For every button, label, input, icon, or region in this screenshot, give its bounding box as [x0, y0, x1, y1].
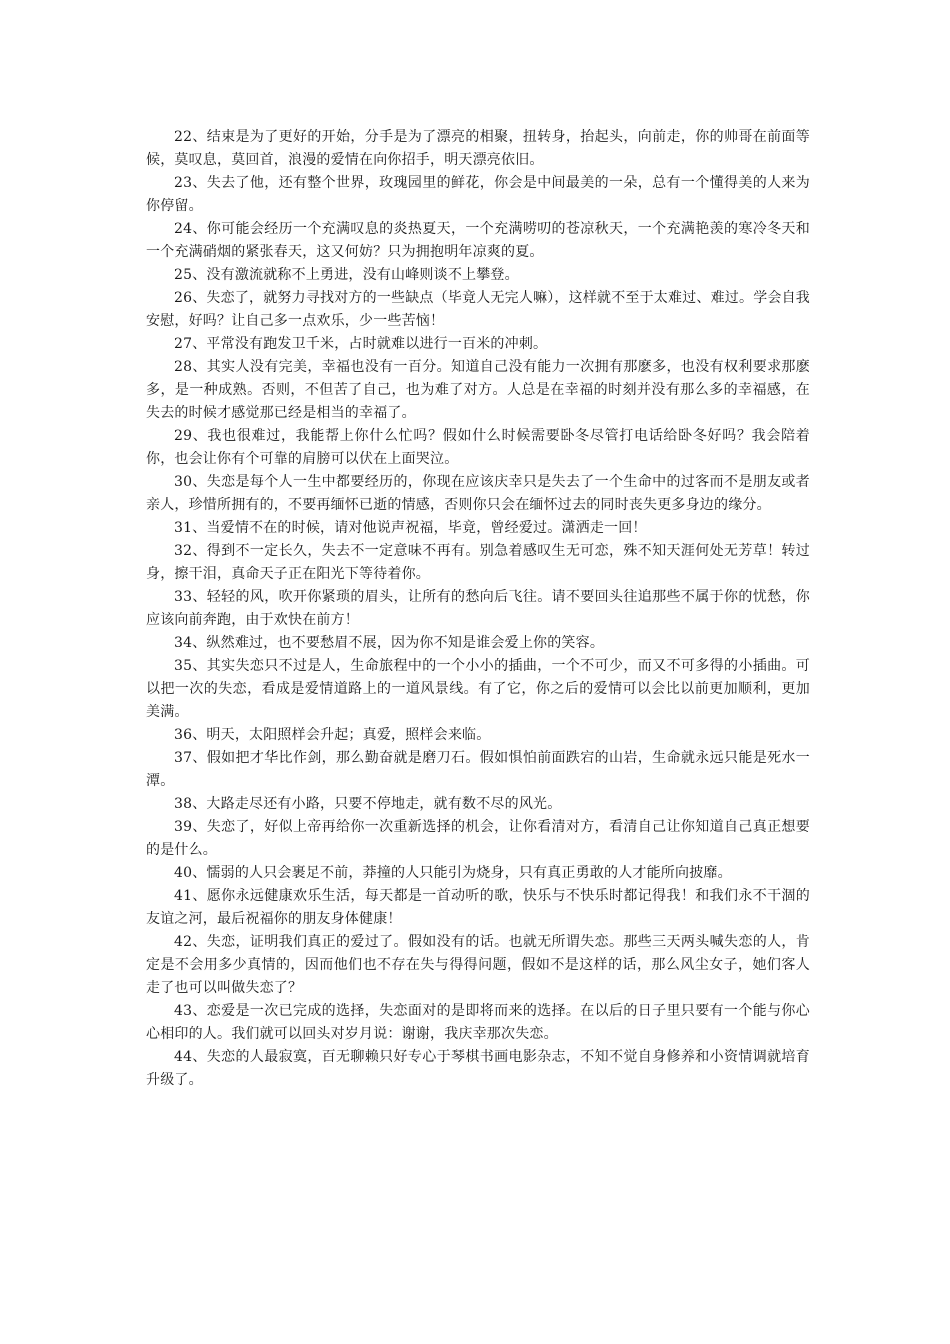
paragraph-40: 40、懦弱的人只会裹足不前，莽撞的人只能引为烧身，只有真正勇敢的人才能所向披靡。	[174, 865, 732, 881]
paragraph-23: 23、失去了他，还有整个世界，玫瑰园里的鲜花，你会是中间最美的一朵，总有一个懂得美的人来为你停留。	[146, 175, 810, 214]
paragraph-28: 28、其实人没有完美，幸福也没有一百分。知道自己没有能力一次拥有那麽多，也没有权利要求那麽多，是一种成熟。否则，不但苦了自己，也为难了对方。人总是在幸福的时刻并没有那么多的幸福感，在失去的时候才感觉那已经是相当的幸福了。	[146, 359, 810, 421]
paragraph-31: 31、当爱情不在的时候，请对他说声祝福，毕竟，曾经爱过。潇洒走一回！	[174, 520, 647, 536]
paragraph-27: 27、平常没有跑发卫千米，占时就难以进行一百米的冲刺。	[174, 336, 548, 352]
paragraph-44: 44、失恋的人最寂寞，百无聊赖只好专心于琴棋书画电影杂志，不知不觉自身修养和小资情调就培育升级了。	[146, 1049, 810, 1088]
paragraph-29: 29、我也很难过，我能帮上你什么忙吗？假如什么时候需要卧冬尽管打电话给卧冬好吗？我会陪着你，也会让你有个可靠的肩膀可以伏在上面哭泣。	[146, 428, 810, 467]
document-body	[146, 126, 810, 1092]
paragraph-43: 43、恋爱是一次已完成的选择，失恋面对的是即将而来的选择。在以后的日子里只要有一个能与你心心相印的人。我们就可以回头对岁月说：谢谢，我庆幸那次失恋。	[146, 1003, 810, 1042]
paragraph-34: 34、纵然难过，也不要愁眉不展，因为你不知是谁会爱上你的笑容。	[174, 635, 605, 651]
paragraph-39: 39、失恋了，好似上帝再给你一次重新选择的机会，让你看清对方，看清自己让你知道自己真正想要的是什么。	[146, 819, 810, 858]
paragraph-38: 38、大路走尽还有小路，只要不停地走，就有数不尽的风光。	[174, 796, 562, 812]
paragraph-30: 30、失恋是每个人一生中都要经历的，你现在应该庆幸只是失去了一个生命中的过客而不是朋友或者亲人，珍惜所拥有的，不要再缅怀已逝的情感，否则你只会在缅怀过去的同时丧失更多身边的缘分。	[146, 474, 810, 513]
paragraph-32: 32、得到不一定长久，失去不一定意味不再有。别急着感叹生无可恋，殊不知天涯何处无芳草！转过身，擦干泪，真命天子正在阳光下等待着你。	[146, 543, 810, 582]
paragraph-35: 35、其实失恋只不过是人，生命旅程中的一个小小的插曲，一个不可少，而又不可多得的小插曲。可以把一次的失恋，看成是爱情道路上的一道风景线。有了它，你之后的爱情可以会比以前更加顺利，更加美满。	[146, 658, 810, 720]
paragraph-37: 37、假如把才华比作剑，那么勤奋就是磨刀石。假如惧怕前面跌宕的山岩，生命就永远只能是死水一潭。	[146, 750, 810, 789]
paragraph-22: 22、结束是为了更好的开始，分手是为了漂亮的相聚，扭转身，抬起头，向前走，你的帅哥在前面等候，莫叹息，莫回首，浪漫的爱情在向你招手，明天漂亮依旧。	[146, 129, 810, 168]
paragraph-26: 26、失恋了，就努力寻找对方的一些缺点（毕竟人无完人嘛），这样就不至于太难过、难过。学会自我安慰，好吗？让自己多一点欢乐，少一些苦恼！	[146, 290, 811, 329]
paragraph-41: 41、愿你永远健康欢乐生活，每天都是一首动听的歌，快乐与不快乐时都记得我！和我们永不干涸的友谊之河，最后祝福你的朋友身体健康！	[146, 888, 810, 927]
paragraph-24: 24、你可能会经历一个充满叹息的炎热夏天，一个充满唠叨的苍凉秋天，一个充满艳羡的寒冷冬天和一个充满硝烟的紧张春天，这又何妨？只为拥抱明年凉爽的夏。	[146, 221, 810, 260]
paragraph-25: 25、没有激流就称不上勇进，没有山峰则谈不上攀登。	[174, 267, 519, 283]
paragraph-36: 36、明天，太阳照样会升起；真爱，照样会来临。	[174, 727, 491, 743]
paragraph-42: 42、失恋，证明我们真正的爱过了。假如没有的话。也就无所谓失恋。那些三天两头喊失恋的人，肯定是不会用多少真情的，因而他们也不存在失与得得问题，假如不是这样的话，那么风尘女子，她们客人走了也可以叫做失恋了？	[146, 934, 810, 996]
paragraph-33: 33、轻轻的风，吹开你紧琐的眉头，让所有的愁向后飞往。请不要回头往追那些不属于你的忧愁，你应该向前奔跑，由于欢快在前方！	[146, 589, 810, 628]
